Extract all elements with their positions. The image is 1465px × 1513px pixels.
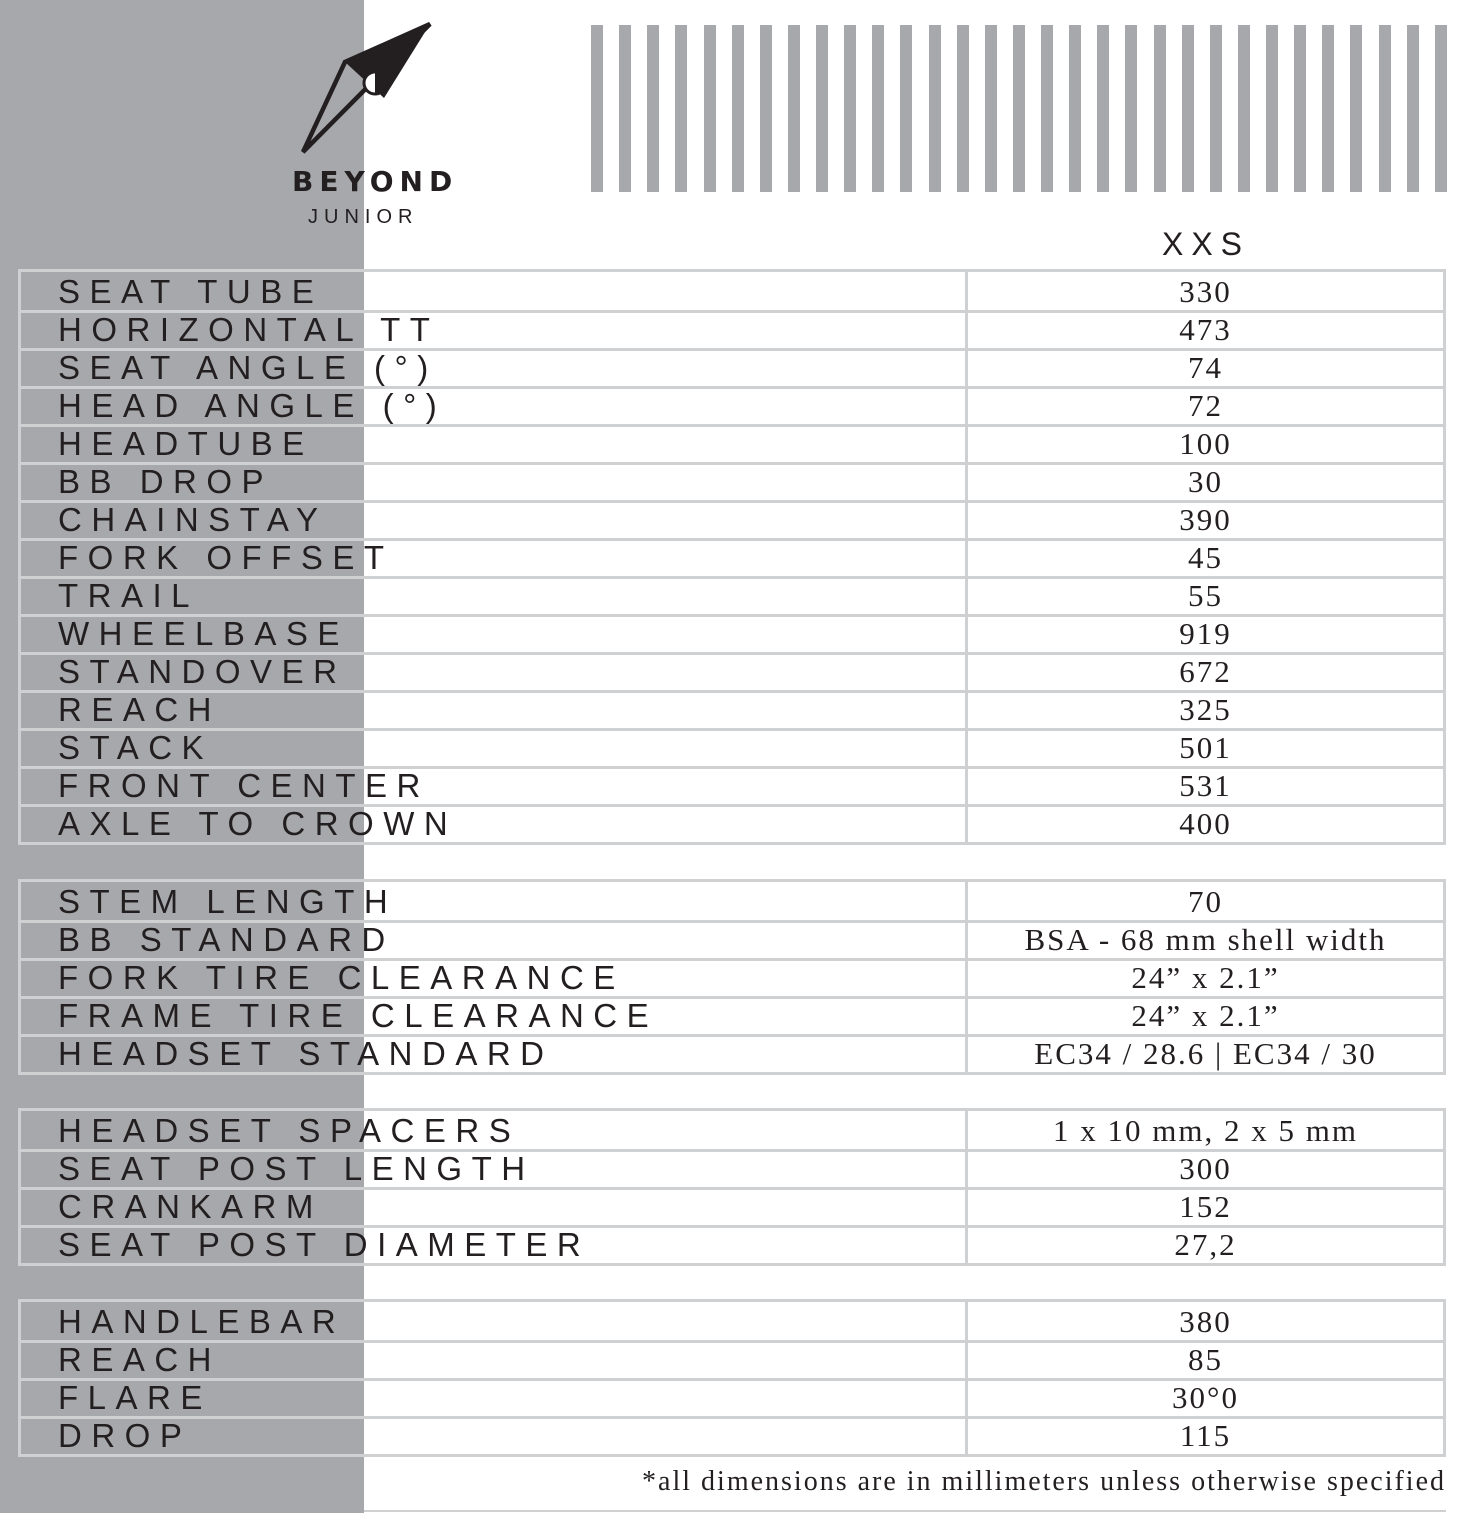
row-value: 473 <box>1179 312 1232 347</box>
bottom-rule <box>364 1510 1446 1512</box>
row-label: FORK OFFSET <box>58 539 394 576</box>
table-row <box>18 1034 1446 1072</box>
stripe <box>1097 25 1109 192</box>
table-row <box>18 766 1446 804</box>
row-value: 531 <box>1179 768 1232 803</box>
row-value: 300 <box>1179 1151 1232 1186</box>
table-row <box>18 652 1446 690</box>
stripe <box>1210 25 1222 192</box>
row-value: 400 <box>1179 806 1232 841</box>
brand-logo <box>290 20 459 235</box>
table-row <box>18 690 1446 728</box>
row-label: STEM LENGTH <box>58 883 398 920</box>
row-label: WHEELBASE <box>58 615 349 652</box>
cockpit-table <box>18 1108 1446 1266</box>
table-row <box>18 614 1446 652</box>
row-label: SEAT TUBE <box>58 273 324 310</box>
stripe <box>1350 25 1362 192</box>
stripe <box>1154 25 1166 192</box>
row-value: 72 <box>1188 388 1223 423</box>
table-row <box>18 1187 1446 1225</box>
row-label: HEAD ANGLE (°) <box>58 387 447 424</box>
stripe <box>957 25 969 192</box>
stripe <box>1435 25 1447 192</box>
stripe-banner <box>591 25 1447 192</box>
table-row <box>18 1340 1446 1378</box>
table-row <box>18 500 1446 538</box>
row-label: REACH <box>58 691 222 728</box>
row-label: HEADTUBE <box>58 425 314 462</box>
table-row <box>18 462 1446 500</box>
components-table <box>18 879 1446 1075</box>
row-label: CHAINSTAY <box>58 501 328 538</box>
table-row <box>18 348 1446 386</box>
footnote: *all dimensions are in millimeters unless otherwise specified <box>642 1466 1446 1497</box>
row-label: HORIZONTAL TT <box>58 311 440 348</box>
stripe <box>872 25 884 192</box>
stripe <box>1013 25 1025 192</box>
row-label: STANDOVER <box>58 653 347 690</box>
row-value: BSA - 68 mm shell width <box>1024 922 1387 957</box>
stripe <box>1125 25 1137 192</box>
stripe <box>760 25 772 192</box>
stripe <box>844 25 856 192</box>
table-row <box>18 1378 1446 1416</box>
stripe <box>985 25 997 192</box>
table-row <box>18 310 1446 348</box>
row-value: 27,2 <box>1174 1227 1237 1262</box>
row-label: FORK TIRE CLEARANCE <box>58 959 625 996</box>
row-label: HANDLEBAR <box>58 1303 346 1340</box>
table-row <box>18 958 1446 996</box>
row-value: 45 <box>1188 540 1223 575</box>
handlebar-table <box>18 1299 1446 1457</box>
stripe <box>1041 25 1053 192</box>
stripe <box>816 25 828 192</box>
table-row <box>18 996 1446 1034</box>
row-value: 30 <box>1188 464 1223 499</box>
row-value: 152 <box>1179 1189 1232 1224</box>
table-row <box>18 882 1446 920</box>
geometry-table <box>18 269 1446 845</box>
row-label: FRAME TIRE CLEARANCE <box>58 997 659 1034</box>
row-value: 30°0 <box>1172 1380 1239 1415</box>
stripe <box>1407 25 1419 192</box>
compass-needle-icon <box>300 22 440 157</box>
row-value: 24” x 2.1” <box>1131 998 1280 1033</box>
table-row <box>18 728 1446 766</box>
row-value: 672 <box>1179 654 1232 689</box>
row-label: REACH <box>58 1341 222 1378</box>
row-label: SEAT ANGLE (°) <box>58 349 438 386</box>
row-value: 380 <box>1179 1304 1232 1339</box>
row-value: 919 <box>1179 616 1232 651</box>
row-label: SEAT POST DIAMETER <box>58 1226 591 1263</box>
stripe <box>732 25 744 192</box>
row-label: TRAIL <box>58 577 200 614</box>
table-row <box>18 1111 1446 1149</box>
row-value: 501 <box>1179 730 1232 765</box>
table-row <box>18 1225 1446 1263</box>
stripe <box>1322 25 1334 192</box>
brand-name: BEYOND <box>292 165 459 198</box>
table-row <box>18 424 1446 462</box>
row-label: CRANKARM <box>58 1188 323 1225</box>
row-label: BB STANDARD <box>58 921 395 958</box>
row-label: STACK <box>58 729 214 766</box>
size-column-header: XXS <box>1161 226 1251 262</box>
row-value: 115 <box>1179 1418 1232 1453</box>
stripe <box>675 25 687 192</box>
row-value: 325 <box>1179 692 1232 727</box>
table-row <box>18 538 1446 576</box>
stripe <box>619 25 631 192</box>
row-label: HEADSET STANDARD <box>58 1035 554 1072</box>
stripe <box>647 25 659 192</box>
table-row <box>18 1302 1446 1340</box>
stripe <box>1294 25 1306 192</box>
table-row <box>18 272 1446 310</box>
row-label: FRONT CENTER <box>58 767 430 804</box>
row-label: FLARE <box>58 1379 212 1416</box>
row-label: DROP <box>58 1417 192 1454</box>
stripe <box>1379 25 1391 192</box>
table-row <box>18 804 1446 842</box>
row-value: 85 <box>1188 1342 1223 1377</box>
stripe <box>1266 25 1278 192</box>
table-row <box>18 920 1446 958</box>
stripe <box>929 25 941 192</box>
row-value: EC34 / 28.6 | EC34 / 30 <box>1034 1036 1377 1071</box>
row-value: 330 <box>1179 274 1232 309</box>
row-value: 55 <box>1188 578 1223 613</box>
row-value: 1 x 10 mm, 2 x 5 mm <box>1053 1113 1358 1148</box>
row-value: 100 <box>1179 426 1232 461</box>
stripe <box>788 25 800 192</box>
row-label: AXLE TO CROWN <box>58 805 458 842</box>
table-row <box>18 1416 1446 1454</box>
table-row <box>18 1149 1446 1187</box>
row-value: 24” x 2.1” <box>1131 960 1280 995</box>
row-value: 70 <box>1188 884 1223 919</box>
stripe <box>591 25 603 192</box>
row-label: BB DROP <box>58 463 274 500</box>
row-value: 74 <box>1188 350 1223 385</box>
table-row <box>18 386 1446 424</box>
brand-subtitle: JUNIOR <box>308 206 419 228</box>
row-label: HEADSET SPACERS <box>58 1112 521 1149</box>
stripe <box>1238 25 1250 192</box>
stripe <box>1069 25 1081 192</box>
stripe <box>1182 25 1194 192</box>
row-label: SEAT POST LENGTH <box>58 1150 535 1187</box>
table-row <box>18 576 1446 614</box>
stripe <box>704 25 716 192</box>
stripe <box>900 25 912 192</box>
row-value: 390 <box>1179 502 1232 537</box>
